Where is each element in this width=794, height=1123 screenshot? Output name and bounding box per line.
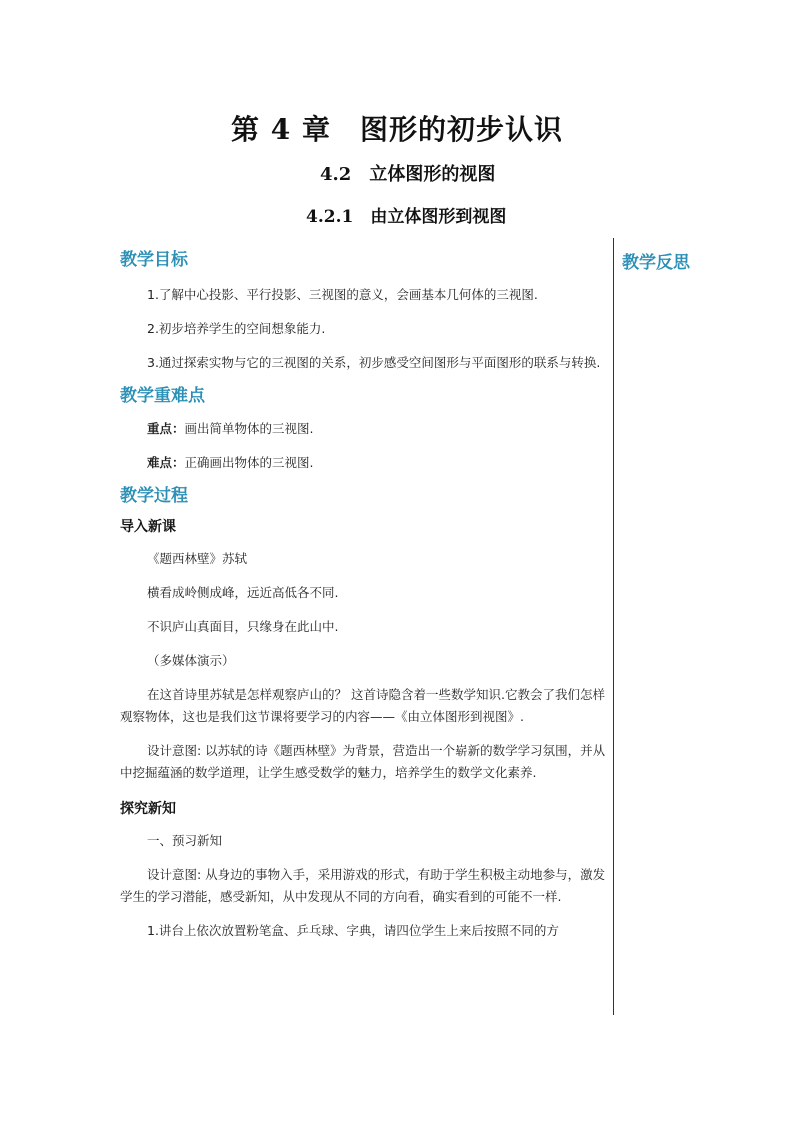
reflection-heading: 教学反思 xyxy=(622,253,690,273)
key-point xyxy=(120,418,610,440)
preview-heading: 一、预习新知 xyxy=(147,833,223,848)
main-column xyxy=(120,246,610,942)
paragraph: 在这首诗里苏轼是怎样观察庐山的？ 这首诗隐含着一些数学知识.它教会了我们怎样观察物体，这也是我们这节课将要学习的内容——《由立体图形到视图》. xyxy=(120,687,605,724)
poem-title: 《题西林壁》苏轼 xyxy=(147,551,248,566)
poem-line: 横看成岭侧成峰，远近高低各不同. xyxy=(147,585,339,600)
design-intent: 设计意图: 以苏轼的诗《题西林壁》为背景，营造出一个崭新的数学学习氛围，并从中挖掘蕴涵的数学道理，让学生感受数学的魅力，培养学生的数学文化素养. xyxy=(120,743,606,780)
key-text: 画出简单物体的三视图. xyxy=(184,421,314,436)
subsection-title: 4.2.1 由立体图形到视图 xyxy=(306,207,507,227)
objective-item: 3.通过探索实物与它的三视图的关系，初步感受空间图形与平面图形的联系与转换. xyxy=(147,355,601,370)
column-divider xyxy=(613,238,614,1015)
objective-item: 2.初步培养学生的空间想象能力. xyxy=(147,321,326,336)
media-note: （多媒体演示） xyxy=(147,653,235,668)
paragraph: 1.讲台上依次放置粉笔盒、乒乓球、字典，请四位学生上来后按照不同的方 xyxy=(147,923,559,938)
explore-heading: 探究新知 xyxy=(120,801,176,817)
section-title: 4.2 立体图形的视图 xyxy=(320,164,496,185)
difficult-label: 难点： xyxy=(147,455,185,470)
objectives-heading: 教学目标 xyxy=(120,250,188,270)
difficult-point xyxy=(120,452,610,474)
poem-line: 不识庐山真面目，只缘身在此山中. xyxy=(147,619,339,634)
design-intent: 设计意图: 从身边的事物入手，采用游戏的形式，有助于学生积极主动地参与，激发学生的学习潜能，感受新知，从中发现从不同的方向看，确实看到的可能不一样. xyxy=(120,867,606,904)
difficult-text: 正确画出物体的三视图. xyxy=(184,455,314,470)
intro-heading: 导入新课 xyxy=(120,519,176,535)
key-label: 重点： xyxy=(147,421,185,436)
keypoints-heading: 教学重难点 xyxy=(120,386,205,406)
chapter-title: 第 4 章 图形的初步认识 xyxy=(231,113,563,146)
objective-item: 1.了解中心投影、平行投影、三视图的意义，会画基本几何体的三视图. xyxy=(147,287,538,302)
process-heading: 教学过程 xyxy=(120,486,188,506)
